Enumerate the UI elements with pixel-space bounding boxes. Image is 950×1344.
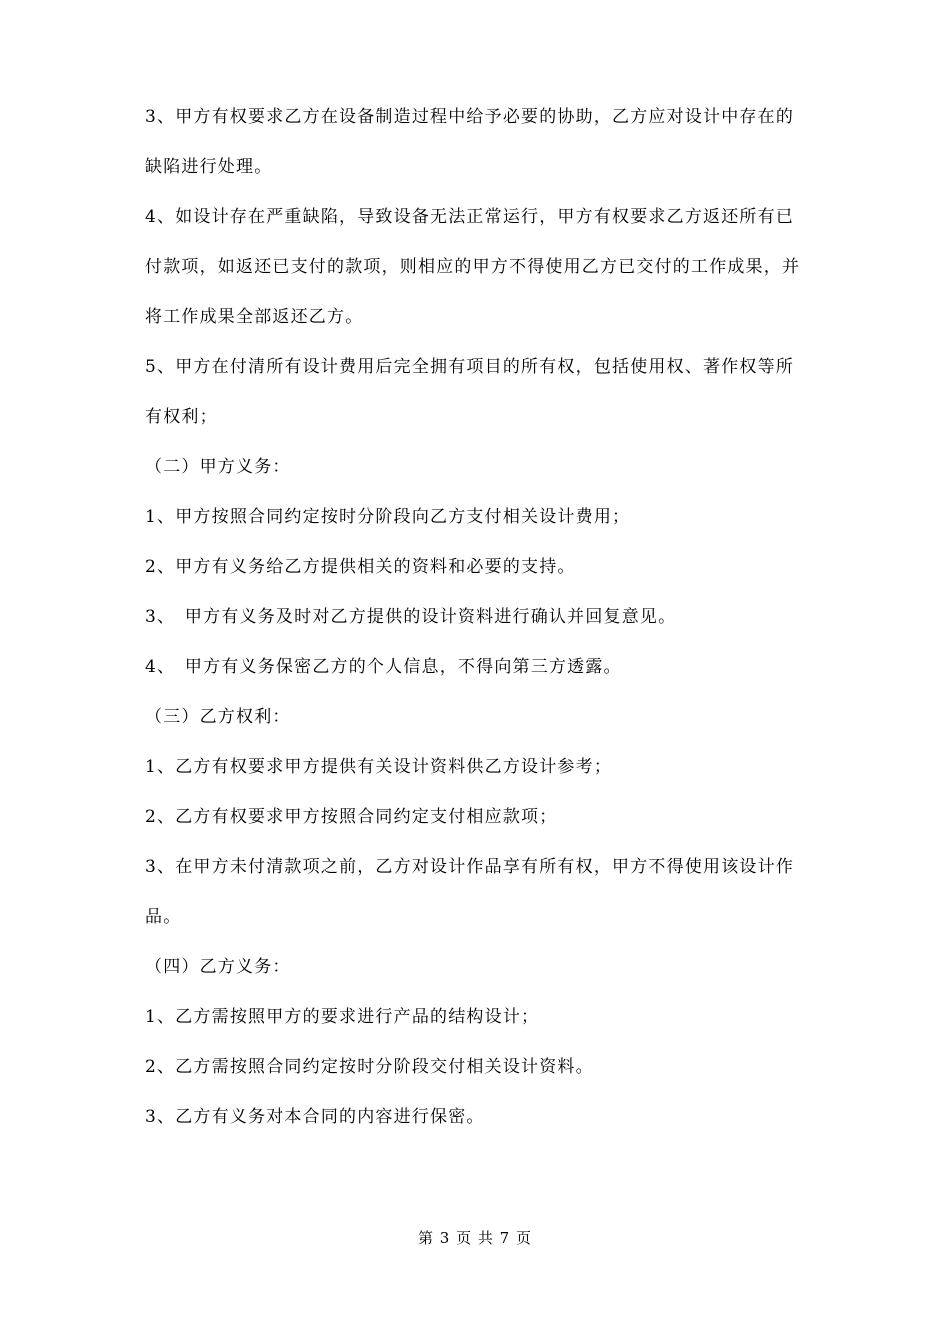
paragraph-b-obligation-1: 1、乙方需按照甲方的要求进行产品的结构设计； <box>145 1007 540 1027</box>
section-heading-party-b-obligations: （四）乙方义务： <box>145 957 291 977</box>
paragraph-right-3: 3、甲方有权要求乙方在设备制造过程中给予必要的协助，乙方应对设计中存在的缺陷进行处理。 <box>145 107 795 177</box>
paragraph-right-4: 4、如设计存在严重缺陷，导致设备无法正常运行，甲方有权要求乙方返还所有已付款项，如返还已支付的款项，则相应的甲方不得使用乙方已交付的工作成果，并将工作成果全部返还乙方。 <box>145 207 801 327</box>
section-heading-party-a-obligations: （二）甲方义务： <box>145 457 291 477</box>
paragraph-obligation-2: 2、甲方有义务给乙方提供相关的资料和必要的支持。 <box>145 557 576 577</box>
paragraph-b-right-2: 2、乙方有权要求甲方按照合同约定支付相应款项； <box>145 807 558 827</box>
paragraph-b-obligation-2: 2、乙方需按照合同约定按时分阶段交付相关设计资料。 <box>145 1057 594 1077</box>
paragraph-b-obligation-3: 3、乙方有义务对本合同的内容进行保密。 <box>145 1107 485 1127</box>
document-body <box>145 92 810 1142</box>
section-heading-party-b-rights: （三）乙方权利： <box>145 707 291 727</box>
paragraph-b-right-3: 3、在甲方未付清款项之前，乙方对设计作品享有所有权，甲方不得使用该设计作品。 <box>145 857 795 927</box>
paragraph-obligation-3: 3、 甲方有义务及时对乙方提供的设计资料进行确认并回复意见。 <box>145 607 677 627</box>
paragraph-b-right-1: 1、乙方有权要求甲方提供有关设计资料供乙方设计参考； <box>145 757 613 777</box>
paragraph-obligation-4: 4、 甲方有义务保密乙方的个人信息，不得向第三方透露。 <box>145 657 622 677</box>
paragraph-obligation-1: 1、甲方按照合同约定按时分阶段向乙方支付相关设计费用； <box>145 507 631 527</box>
paragraph-right-5: 5、甲方在付清所有设计费用后完全拥有项目的所有权，包括使用权、著作权等所有权利； <box>145 357 795 427</box>
page-number-footer: 第 3 页 共 7 页 <box>418 1229 532 1247</box>
